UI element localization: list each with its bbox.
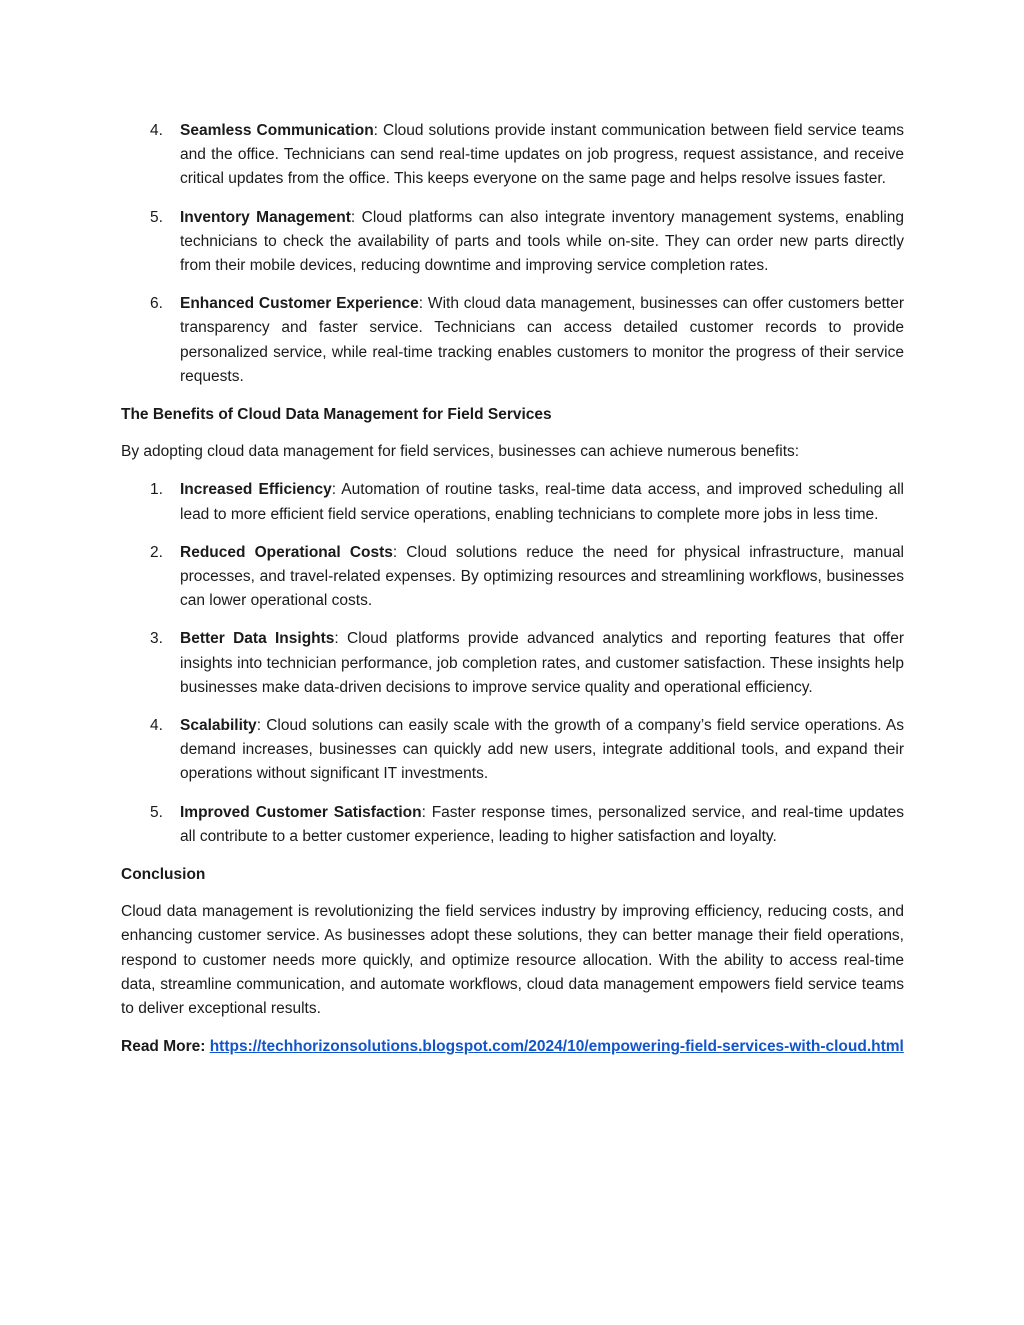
list-item bbox=[121, 541, 904, 614]
list-number: 4. bbox=[150, 122, 163, 139]
list-term: Increased Efficiency bbox=[180, 481, 332, 499]
list-text: : Cloud solutions reduce the need for physical infrastructure, manual processes, and travel-related expenses. By optimizing resources and streamlining workflows, businesses can lower operational costs. bbox=[180, 543, 905, 610]
read-more-link[interactable]: https://techhorizonsolutions.blogspot.com/2024/10/empowering-field-services-with-cloud.html bbox=[209, 1038, 904, 1056]
list-number: 5. bbox=[150, 208, 163, 226]
list-item bbox=[121, 801, 904, 849]
list-text: : Cloud platforms can also integrate inventory management systems, enabling technicians to check the availability of parts and tools while on-site. They can order new parts directly from their mobile devices, reducing downtime and improving service completion rates. bbox=[180, 208, 905, 275]
list-number: 1. bbox=[150, 481, 163, 499]
list-number: 2. bbox=[150, 543, 163, 561]
list-text: : Cloud platforms provide advanced analytics and reporting features that offer insights into technician performance, job completion rates, and customer satisfaction. These insights help businesses make data-driven decisions to improve service quality and operational efficiency. bbox=[180, 630, 904, 696]
list-item bbox=[121, 206, 904, 279]
list-number: 6. bbox=[150, 295, 163, 313]
list-term: Improved Customer Satisfaction bbox=[180, 803, 422, 821]
list-text: : Faster response times, personalized service, and real-time updates all contribute to a better customer experience, leading to higher satisfaction and loyalty. bbox=[180, 803, 905, 845]
list-term: Reduced Operational Costs bbox=[180, 543, 393, 561]
list-item bbox=[121, 714, 904, 787]
conclusion-text: Cloud data management is revolutionizing the field services industry by improving efficiency, reducing costs, and enhancing customer service. As businesses adopt these solutions, they can better manage their field operations, respond to customer needs more quickly, and optimize resource allocation. With the ability to access real-time data, streamline communication, and automate workflows, cloud data management empowers field service teams to deliver exceptional results. bbox=[121, 903, 904, 1018]
section-intro: By adopting cloud data management for field services, businesses can achieve numerous benefits: bbox=[121, 443, 800, 461]
section-heading: The Benefits of Cloud Data Management for Field Services bbox=[121, 406, 552, 424]
list-item bbox=[121, 627, 904, 700]
list-term: Enhanced Customer Experience bbox=[180, 295, 419, 313]
list-term: Seamless Communication bbox=[180, 122, 374, 139]
list-text: : With cloud data management, businesses can offer customers better transparency and faster service. Technicians can access detailed customer records to provide personalized service, while real-time tracking enables customers to monitor the progress of their service requests. bbox=[180, 295, 904, 385]
list-text: : Automation of routine tasks, real-time data access, and improved scheduling all lead to more efficient field service operations, enabling technicians to complete more jobs in less time. bbox=[180, 481, 904, 523]
list-item bbox=[121, 292, 904, 389]
list-text: : Cloud solutions provide instant communication between field service teams and the office. Technicians can send real-time updates on job progress, request assistance, and receive critical updates from the office. This keeps everyone on the same page and helps resolve issues faster. bbox=[180, 122, 904, 188]
list-text: : Cloud solutions can easily scale with the growth of a company’s field service operations. As demand increases, businesses can quickly add new users, integrate additional tools, and expand their operations without significant IT investments. bbox=[180, 717, 904, 783]
list-number: 5. bbox=[150, 803, 163, 821]
list-item bbox=[121, 478, 904, 526]
conclusion-heading: Conclusion bbox=[121, 866, 206, 884]
document-page bbox=[121, 119, 904, 1060]
list-number: 4. bbox=[150, 717, 163, 735]
list-item bbox=[121, 119, 904, 192]
list-term: Inventory Management bbox=[180, 208, 351, 226]
list-term: Scalability bbox=[180, 717, 257, 735]
read-more-label: Read More: bbox=[121, 1038, 206, 1056]
list-number: 3. bbox=[150, 630, 163, 648]
read-more bbox=[121, 1035, 904, 1059]
list-term: Better Data Insights bbox=[180, 630, 335, 648]
